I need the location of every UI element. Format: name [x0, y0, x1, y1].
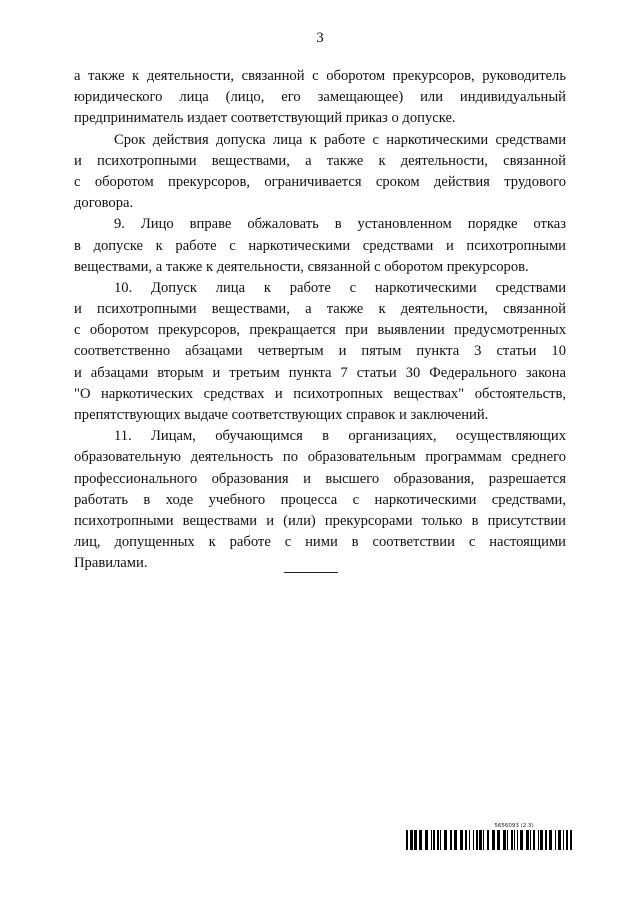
barcode-bar [460, 830, 463, 850]
barcode-bar [511, 830, 513, 850]
text-line: и психотропными веществами, а также к деятельности, связанной [74, 152, 566, 169]
text-line: Срок действия допуска лица к работе с наркотическими средствами [114, 131, 566, 148]
paragraph-item-9 [74, 214, 566, 278]
barcode-bar [410, 830, 413, 850]
text-line: соответственно абзацами четвертым и пятым пункта 3 статьи 10 [74, 343, 566, 360]
text-line: договора. [74, 195, 134, 212]
text-line: и психотропными веществами, а также к деятельности, связанной [74, 301, 566, 318]
paragraph-validity-period [74, 130, 566, 215]
barcode-bar [487, 830, 489, 850]
text-line: и абзацами вторым и третьим пункта 7 статьи 30 Федерального закона [74, 364, 566, 381]
document-body [74, 66, 566, 575]
text-line: образовательную деятельность по образовательным программам среднего [74, 449, 566, 466]
barcode-bar [570, 830, 572, 850]
barcode-bar [473, 830, 474, 850]
barcode-bar [450, 830, 452, 850]
barcode-bar [520, 830, 523, 850]
barcode-bar [563, 830, 564, 850]
text-line: профессионального образования и высшего образования, разрешается [74, 470, 566, 487]
text-line: 11. Лицам, обучающимся в организациях, осуществляющих [114, 428, 566, 445]
barcode-image [406, 830, 572, 850]
text-line: "О наркотических средствах и психотропных веществах" обстоятельств, [74, 385, 566, 402]
barcode-bar [492, 830, 495, 850]
paragraph-item-10 [74, 278, 566, 426]
barcode-bar [514, 830, 515, 850]
barcode-bar [469, 830, 470, 850]
text-line: препятствующих выдаче соответствующих справок и заключений. [74, 407, 489, 423]
text-line: с оборотом прекурсоров, ограничивается сроком действия трудового [74, 173, 566, 190]
text-line: в допуске к работе с наркотическими средствами и психотропными [74, 237, 566, 254]
barcode-bar [526, 830, 529, 850]
barcode-bar [540, 830, 543, 850]
barcode-bar [503, 830, 506, 850]
barcode-bar [538, 830, 539, 850]
barcode-bar [558, 830, 561, 850]
text-line: 9. Лицо вправе обжаловать в установленном порядке отказ [114, 216, 566, 233]
barcode-bar [440, 830, 441, 850]
barcode-bar [533, 830, 535, 850]
barcode-bar [566, 830, 568, 850]
paragraph-item-11 [74, 426, 566, 574]
text-line: веществами, а также к деятельности, связанной с оборотом прекурсоров. [74, 258, 529, 275]
barcode-bar [497, 830, 500, 850]
text-line: лиц, допущенных к работе с ними в соответствии с настоящими [74, 534, 566, 551]
text-line: а также к деятельности, связанной с оборотом прекурсоров, руководитель [74, 68, 566, 84]
barcode-bar [431, 830, 432, 850]
barcode-bar [454, 830, 457, 850]
barcode-bar [517, 830, 518, 850]
barcode-bar [555, 830, 556, 850]
barcode-bar [507, 830, 508, 850]
barcode-bar [479, 830, 482, 850]
barcode-bar [444, 830, 447, 850]
barcode-bar [414, 830, 417, 850]
barcode-bar [425, 830, 428, 850]
barcode-bar [406, 830, 408, 850]
text-line: психотропными веществами и (или) прекурсорами только в присутствии [74, 512, 566, 529]
paragraph-intro [74, 66, 566, 130]
barcode-bar [433, 830, 435, 850]
barcode-bar [465, 830, 467, 850]
text-line: работать в ходе учебного процесса с наркотическими средствами, [74, 491, 566, 508]
text-line: предприниматель издает соответствующий приказ о допуске. [74, 110, 456, 127]
text-line: с оборотом прекурсоров, прекращается при выявлении предусмотренных [74, 322, 566, 339]
barcode-bar [476, 830, 478, 850]
text-line: 10. Допуск лица к работе с наркотическими средствами [114, 279, 566, 296]
barcode-bar [549, 830, 552, 850]
text-line: Правилами. [74, 555, 148, 572]
barcode-bar [437, 830, 439, 850]
barcode-label: 5656093 (2.3) [494, 823, 534, 829]
barcode-bar [530, 830, 531, 850]
barcode-block [406, 822, 572, 850]
text-line: юридического лица (лицо, его замещающее) или индивидуальный [74, 89, 566, 106]
barcode-bar [545, 830, 547, 850]
barcode-bar [419, 830, 422, 850]
barcode-bar [483, 830, 484, 850]
page-number: 3 [316, 30, 324, 46]
end-divider [284, 572, 338, 573]
